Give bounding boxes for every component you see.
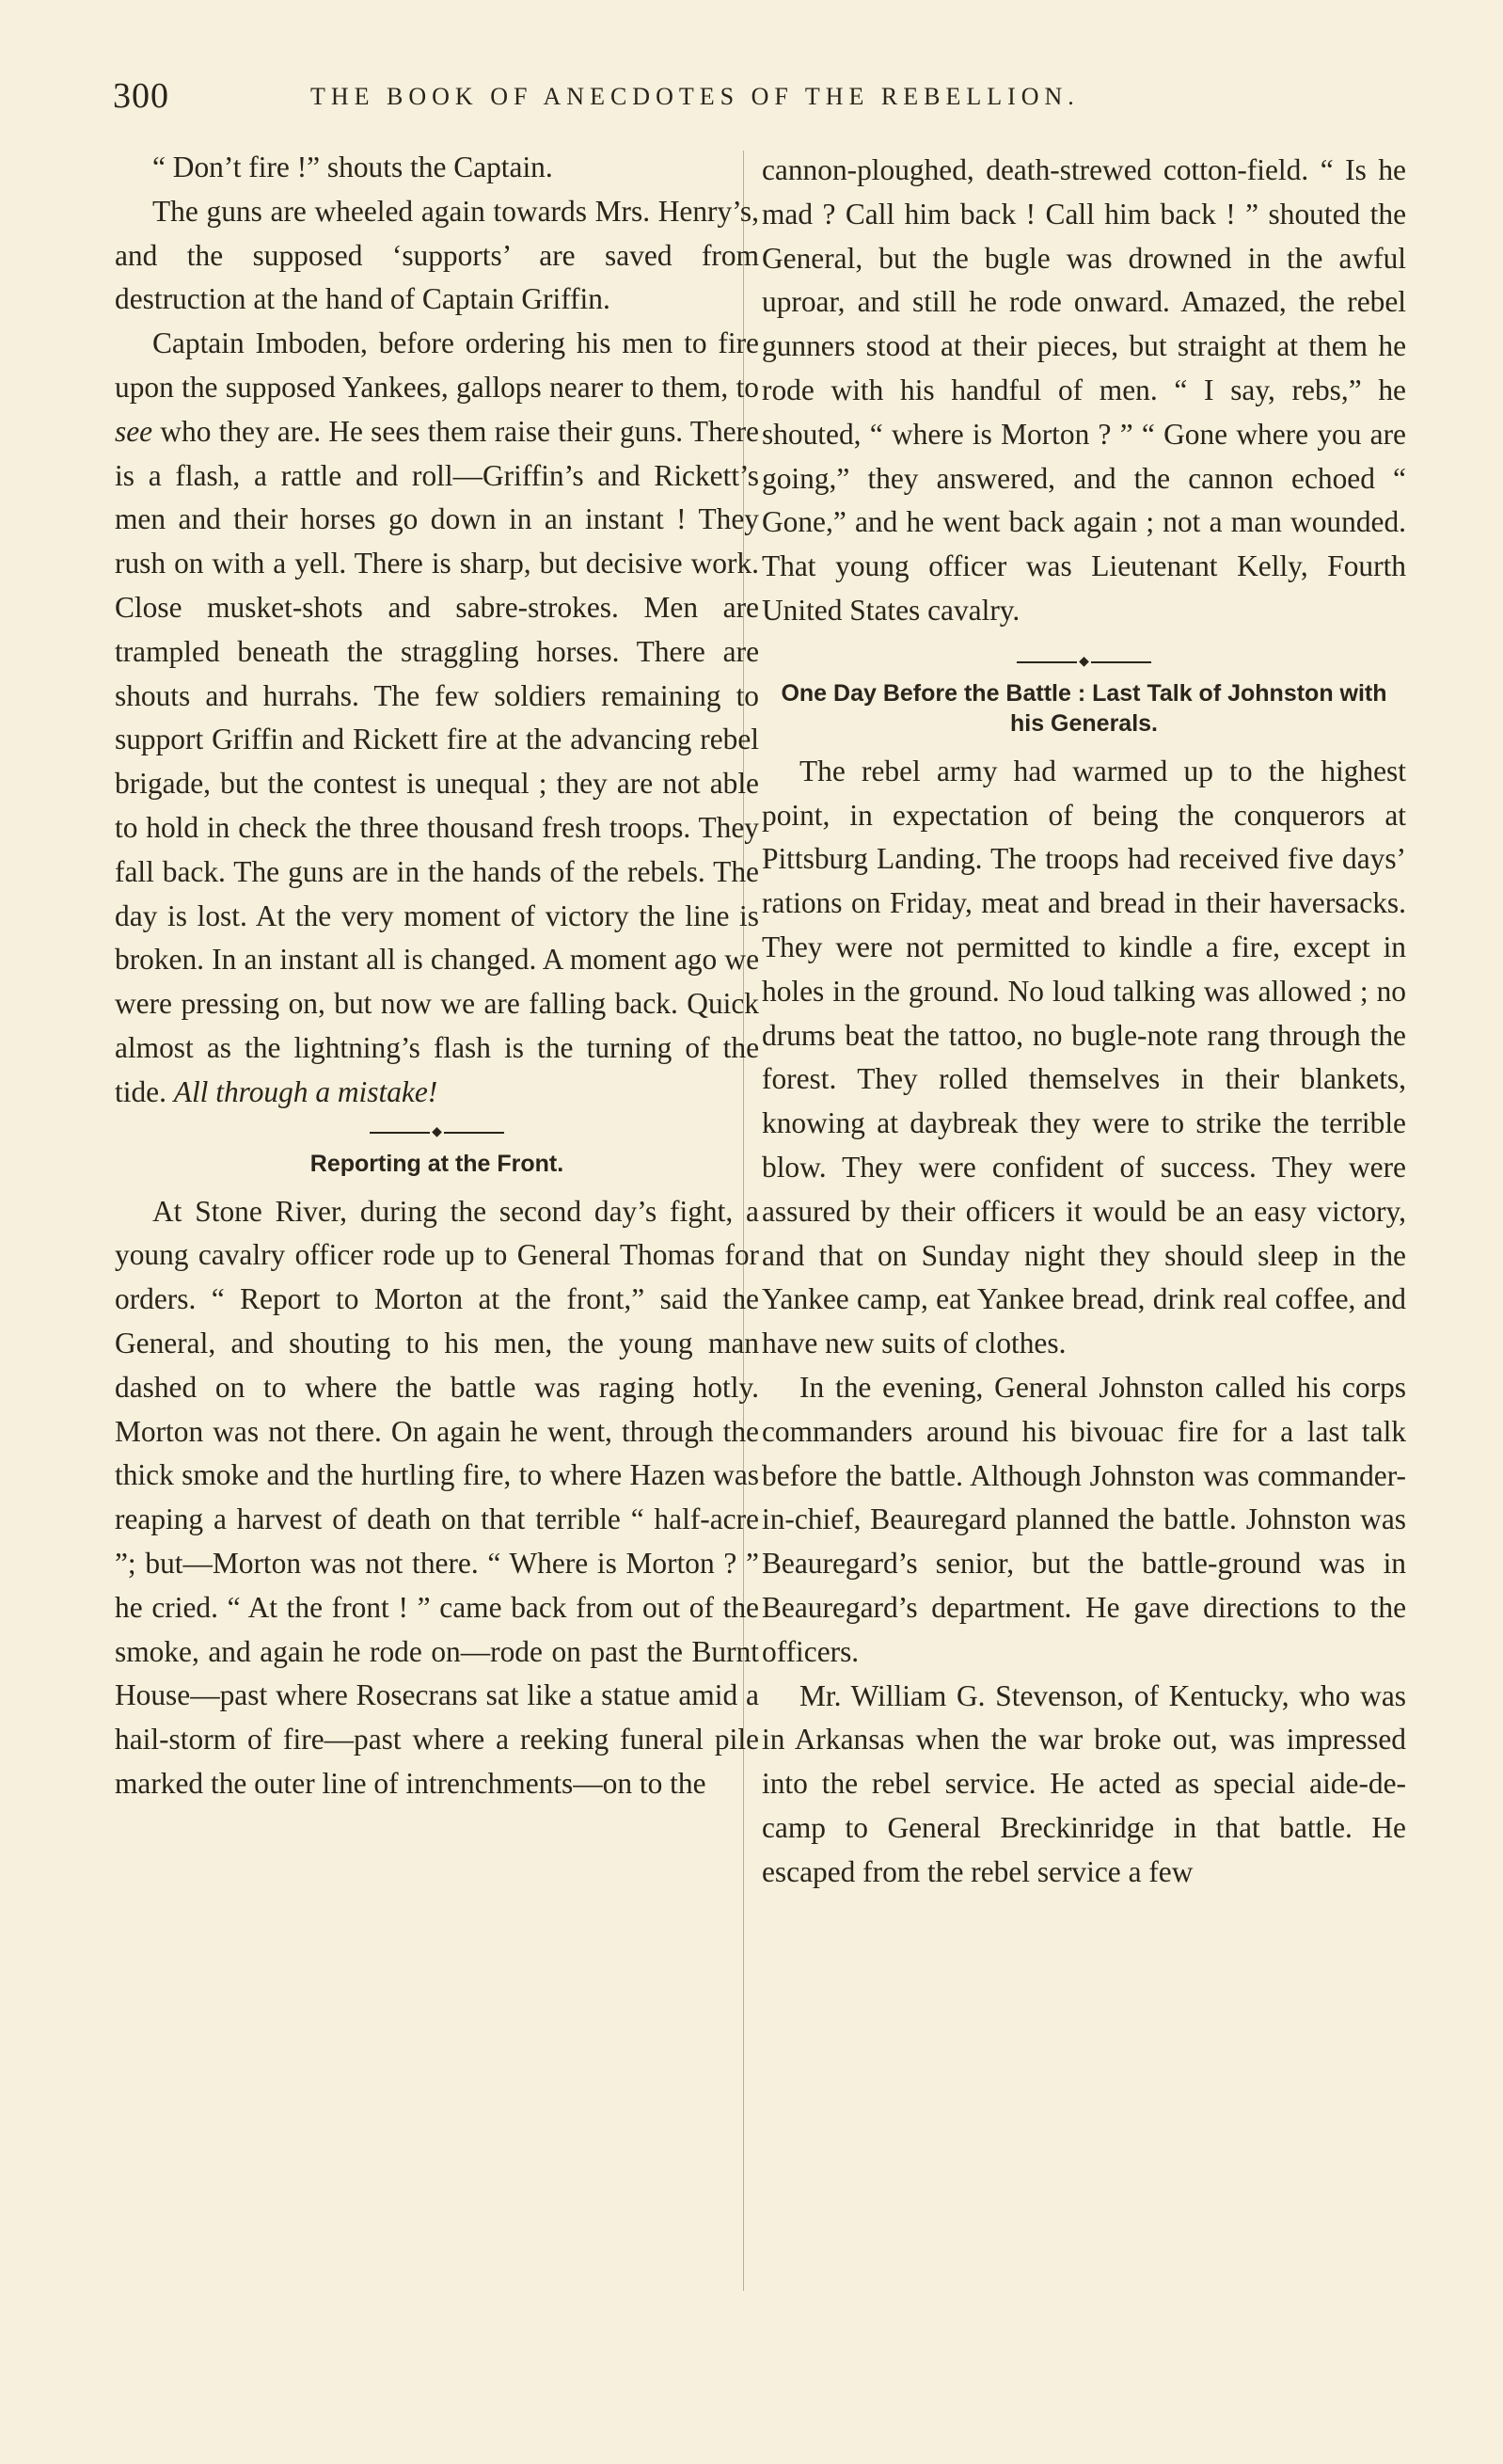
ornament-line [444,1132,504,1134]
page-header [113,75,1392,132]
section-title: Reporting at the Front. [309,1150,564,1177]
page-number: 300 [113,76,169,116]
right-column [762,149,1406,1894]
diamond-icon: ◆ [432,1124,442,1139]
ornament-line [1017,661,1077,663]
paragraph [115,322,759,1114]
italic-text: All through a mistake! [173,1074,438,1108]
ornament-line [370,1132,430,1134]
section-ornament [762,650,1406,675]
ornament-line [1091,661,1151,663]
section-title: One Day Before the Battle : Last Talk of Johnston with his Generals. [781,679,1387,737]
paragraph: cannon-ploughed, death-strewed cotton-field. “ Is he mad ? Call him back ! Call him back ! ” shouted the General, but the bugle was drowned in the awful uproar, and still he rode onward. Amazed, the rebel gunners stood at their pieces, but straight at them he rode with his handful of men. “ I say, rebs,” he shouted, “ where is Morton ? ” “ Gone where you are going,” they answered, and the cannon echoed “ Gone,” and he went back again ; not a man wounded. That young officer was Lieutenant Kelly, Fourth United States cavalry. [762,153,1406,627]
paragraph: Mr. William G. Stevenson, of Kentucky, who was in Arkansas when the war broke out, was impressed into the rebel service. He acted as special aide-de-camp to General Breckinridge in that battle. He escaped from the rebel service a few [762,1678,1406,1888]
paragraph: The rebel army had warmed up to the highest point, in expectation of being the conquerors at Pittsburg Landing. The troops had received five days’ rations on Friday, meat and bread in their haversacks. They were not permitted to kindle a fire, except in holes in the ground. No loud talking was allowed ; no drums beat the tattoo, no bugle-note rang through the forest. They rolled themselves in their blankets, knowing at daybreak they were to strike the terrible blow. They were confident of success. They were assured by their officers it would be an easy victory, and that on Sunday night they should sleep in the Yankee camp, eat Yankee bread, drink real coffee, and have new suits of clothes. [762,754,1406,1360]
section-ornament [115,1121,759,1145]
paragraph: “ Don’t fire !” shouts the Captain. [152,151,553,183]
running-head: THE BOOK OF ANECDOTES OF THE REBELLION. [310,83,1080,110]
paragraph: At Stone River, during the second day’s fight, a young cavalry officer rode up to General Thomas for orders. “ Report to Morton at the front,” said the General, and shouting to his men, the young man dashed on to where the battle was raging hotly. Morton was not there. On again he went, through the thick smoke and the hurtling fire, to where Hazen was reaping a harvest of death on that terrible “ half-acre ”; but—Morton was not there. “ Where is Morton ? ” he cried. “ At the front ! ” came back from out of the smoke, and again he rode on—rode on past the Burnt House—past where Rosecrans sat like a statue amid a hail-storm of fire—past where a reeking funeral pile marked the outer line of intrenchments—on to the [115,1194,759,1800]
italic-text: see [115,414,153,448]
paragraph: In the evening, General Johnston called his corps commanders around his bivouac fire for a last talk before the battle. Although Johnston was commander-in-chief, Beauregard planned the battle. Johnston was Beauregard’s senior, but the battle-ground was in Beauregard’s department. He gave directions to the officers. [762,1370,1406,1668]
text-run: who they are. He sees them raise their guns. There is a flash, a rattle and roll—Griffin’s and Rickett’s men and their horses go down in an instant ! They rush on with a yell. There is sharp, but decisive work. Close musket-shots and sabre-strokes. Men are trampled beneath the straggling horses. There are shouts and hurrahs. The few soldiers remaining to support Griffin and Rickett fire at the advancing rebel brigade, but the contest is unequal ; they are not able to hold in check the three thousand fresh troops. They fall back. The guns are in the hands of the rebels. The day is lost. At the very moment of victory the line is broken. In an instant all is changed. A moment ago we were pressing on, but now we are falling back. Quick almost as the lightning’s flash is the turning of the tide. [115,414,759,1108]
text-run: Captain Imboden, before ordering his men to fire upon the supposed Yankees, gallops nearer to them, to [115,326,759,404]
paragraph: The guns are wheeled again towards Mrs. Henry’s, and the supposed ‘supports’ are saved from destruction at the hand of Captain Griffin. [115,194,759,316]
diamond-icon: ◆ [1079,654,1089,669]
left-column [115,146,759,1806]
